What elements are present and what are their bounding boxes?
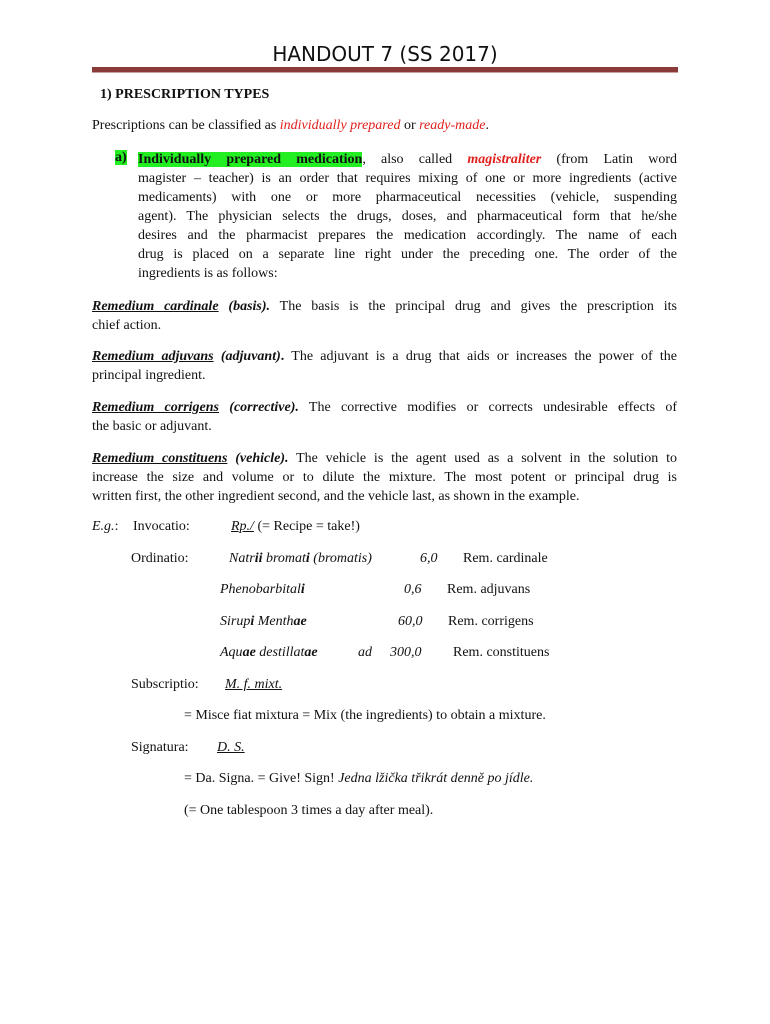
remedium-constituens-term: Remedium constituens [92, 451, 228, 466]
remedium-cardinale-paren: (basis). [218, 299, 271, 314]
remedium-adjuvans-paragraph [92, 347, 677, 385]
ingredient-1-ending-b: i [305, 551, 310, 566]
remedium-constituens-paragraph [92, 449, 677, 506]
remedium-adjuvans-line-2: principal ingredient. [92, 368, 206, 383]
ingredient-1-ending-a: ii [254, 551, 263, 566]
ingredient-4-part-a: Aqu [220, 645, 243, 660]
item-a-term: magistraliter [467, 152, 542, 167]
rp-note: (= Recipe = take!) [253, 519, 360, 534]
ingredient-name-4 [220, 645, 318, 661]
signatura-expl-pre: = Da. Signa. = Give! Sign! [184, 771, 339, 786]
ingredient-qty-1: 6,0 [420, 551, 438, 566]
ingredient-role-3: Rem. corrigens [448, 614, 534, 629]
remedium-adjuvans-line-1 [92, 347, 677, 366]
signatura-explanation [184, 771, 533, 787]
ingredient-4-ending-b: ae [304, 645, 318, 660]
remedium-constituens-line-2: increase the size and volume or to dilute the mixture. The most potent or principal drug is [92, 470, 677, 485]
item-a-line-3: medicaments) with one or more pharmaceutical necessities (vehicle, suspending [138, 190, 677, 205]
ordinatio-label: Ordinatio: [131, 551, 189, 566]
item-a-l1-mid: , also called [362, 152, 468, 167]
remedium-corrigens-text: The corrective modifies or corrects undesirable effects of [298, 400, 677, 415]
remedium-adjuvans-dot: . [280, 349, 285, 364]
item-a-line-4: agent). The physician selects the drugs, doses, and pharmaceutical form that he/she [138, 209, 677, 224]
ingredient-role-1: Rem. cardinale [463, 551, 548, 566]
example-eg: E.g. [92, 519, 115, 534]
ingredient-role-2: Rem. adjuvans [447, 582, 531, 597]
item-a-marker [115, 150, 127, 166]
remedium-corrigens-line-2: the basic or adjuvant. [92, 419, 212, 434]
item-a-paragraph [138, 150, 677, 283]
remedium-constituens-text: The vehicle is the agent used as a solvent in the solution to [288, 451, 677, 466]
item-a-heading: Individually prepared medication [138, 152, 363, 167]
ingredient-name-2 [220, 582, 305, 598]
subscriptio-explanation: = Misce fiat mixtura = Mix (the ingredients) to obtain a mixture. [184, 708, 546, 723]
title-divider [92, 67, 678, 73]
invocatio-label: Invocatio: [133, 519, 190, 534]
ingredient-1-part-a: Natr [229, 551, 255, 566]
item-a-line-2: magister – teacher) is an order that requires mixing of one or more ingredients (active [138, 171, 677, 186]
ingredient-ad-4: ad [358, 645, 372, 660]
remedium-cardinale-line-2: chief action. [92, 318, 162, 333]
item-a-line-5: desires and the pharmacist prepares the medication accordingly. The name of each [138, 228, 677, 243]
ingredient-3-part-a: Sirup [220, 614, 251, 629]
signatura-label: Signatura: [131, 740, 189, 755]
ingredient-1-genitive: (bromatis) [309, 551, 372, 566]
invocatio-value [231, 519, 360, 535]
subscriptio-label: Subscriptio: [131, 677, 199, 692]
ingredient-3-ending-b: ae [293, 614, 307, 629]
remedium-corrigens-line-1 [92, 398, 677, 417]
item-a-line-1 [138, 150, 677, 169]
remedium-cardinale-paragraph [92, 297, 677, 335]
remedium-corrigens-paren: (corrective). [218, 400, 299, 415]
item-a-marker-text: a) [115, 150, 127, 165]
remedium-cardinale-text: The basis is the principal drug and gives the prescription its [270, 299, 677, 314]
item-a-line-6: drug is placed on a separate line right under the preceding one. The order of the [138, 247, 677, 262]
ingredient-1-part-c: bromat [262, 551, 306, 566]
ingredient-3-part-c: Menth [254, 614, 294, 629]
ingredient-2-ending-a: i [300, 582, 305, 597]
example-eg-colon: : [114, 519, 119, 534]
ingredient-2-part-a: Phenobarbital [220, 582, 301, 597]
ingredient-3-ending-a: i [250, 614, 255, 629]
ingredient-qty-4: 300,0 [390, 645, 422, 660]
ingredient-4-part-c: destillat [255, 645, 305, 660]
remedium-corrigens-term: Remedium corrigens [92, 400, 219, 415]
ingredient-4-ending-a: ae [242, 645, 256, 660]
remedium-constituens-line-3: written first, the other ingredient second, and the vehicle last, as shown in the example. [92, 489, 580, 504]
section-heading: 1) PRESCRIPTION TYPES [100, 87, 270, 102]
remedium-adjuvans-paren: (adjuvant) [213, 349, 281, 364]
intro-text-pre: Prescriptions can be classified as [92, 118, 280, 133]
ingredient-qty-2: 0,6 [404, 582, 422, 597]
signatura-value: D. S. [217, 740, 245, 755]
signatura-expl-czech: Jedna lžička třikrát denně po jídle. [338, 771, 534, 786]
subscriptio-value: M. f. mixt. [225, 677, 283, 692]
example-label [92, 519, 118, 535]
ingredient-qty-3: 60,0 [398, 614, 423, 629]
intro-text-post: . [485, 118, 489, 133]
signatura-translation: (= One tablespoon 3 times a day after meal). [184, 803, 434, 818]
remedium-constituens-line-1 [92, 449, 677, 468]
remedium-cardinale-term: Remedium cardinale [92, 299, 219, 314]
item-a-l1-end: (from Latin word [541, 152, 677, 167]
ingredient-name-1 [229, 551, 372, 567]
rp-abbreviation: Rp./ [231, 519, 254, 534]
intro-text-mid: or [400, 118, 420, 133]
item-a-line-7: ingredients is as follows: [138, 266, 278, 281]
ingredient-name-3 [220, 614, 307, 630]
remedium-adjuvans-text: The adjuvant is a drug that aids or increases the power of the [284, 349, 677, 364]
intro-option-readymade: ready-made [419, 118, 486, 133]
remedium-corrigens-paragraph [92, 398, 677, 436]
remedium-adjuvans-term: Remedium adjuvans [92, 349, 214, 364]
remedium-cardinale-line-1 [92, 297, 677, 316]
intro-option-individual: individually prepared [279, 118, 401, 133]
remedium-constituens-paren: (vehicle). [227, 451, 289, 466]
intro-paragraph [92, 118, 489, 134]
page-title: HANDOUT 7 (SS 2017) [272, 42, 498, 66]
ingredient-role-4: Rem. constituens [453, 645, 550, 660]
